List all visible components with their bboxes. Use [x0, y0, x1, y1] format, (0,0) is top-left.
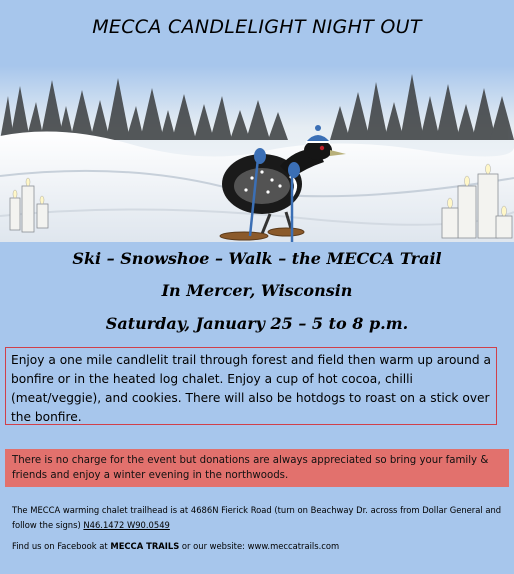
trailhead-location	[12, 503, 507, 533]
contact-prefix: Find us on Facebook at	[12, 541, 108, 551]
date-headline: Saturday, January 25 – 5 to 8 p.m.	[105, 314, 409, 333]
activities-headline: Ski – Snowshoe – Walk – the MECCA Trail	[72, 249, 442, 268]
donation-note-box	[5, 449, 509, 487]
contact-line	[12, 539, 507, 554]
event-description: Enjoy a one mile candlelit trail through forest and field then warm up around a bonfire or in the heated log chalet. Enjoy a cup of hot cocoa, chilli (meat/veggie), and cookies. There will also be hotdogs to roast on a stick over the bonfire.	[11, 353, 491, 424]
poster-title: MECCA CANDLELIGHT NIGHT OUT	[92, 16, 422, 38]
facebook-name: MECCA TRAILS	[110, 541, 180, 551]
contact-middle: or our website:	[181, 541, 245, 551]
donation-note: There is no charge for the event but donations are always appreciated so bring your family & friends and enjoy a winter evening in the northwoods.	[12, 455, 489, 481]
location-headline: In Mercer, Wisconsin	[161, 281, 353, 300]
trailhead-directions: The MECCA warming chalet trailhead is at 4686N Fierick Road (turn on Beachway Dr. across from Dollar General and follow the signs)	[12, 505, 502, 530]
winter-scene-illustration	[0, 66, 514, 242]
gps-coordinates-link[interactable]: N46.1472 W90.0549	[83, 520, 170, 530]
event-description-box	[5, 347, 497, 425]
website-link[interactable]: www.meccatrails.com	[247, 541, 340, 551]
